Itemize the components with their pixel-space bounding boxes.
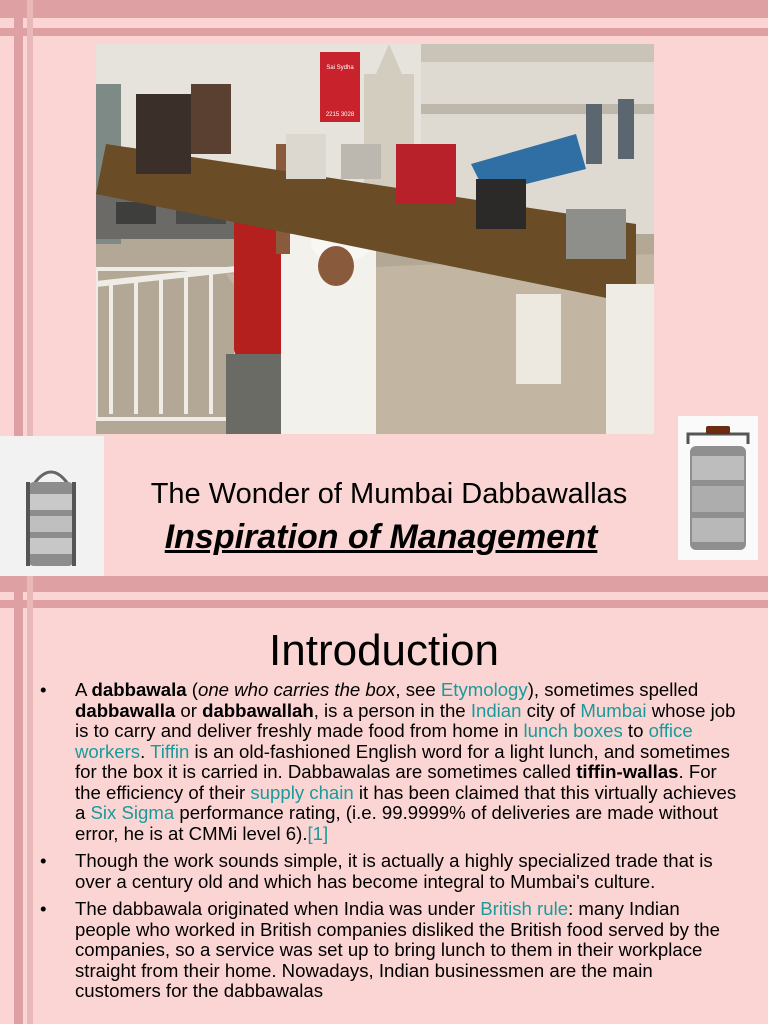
slide-subtitle: Inspiration of Management	[164, 518, 598, 556]
slide-heading: Introduction	[269, 626, 499, 675]
tiffin-box-image-right	[678, 416, 758, 560]
introduction-slide	[0, 576, 768, 1024]
bullet-dot: •	[40, 898, 47, 919]
top-band-thin	[0, 600, 768, 608]
bullet-dot: •	[40, 679, 47, 700]
tiffin-box-icon	[678, 416, 758, 560]
link-office-workers[interactable]: office workers	[75, 720, 693, 762]
bullet-item-3: • The dabbawala originated when India was under British rule: many Indian people who worked in British companies disliked the British food served by the companies, so a service was set up to bring lunch to them in their workplace straight from their home. Nowadays, Indian businessmen are the main customers for the dabbawalas	[40, 898, 720, 1001]
dabbawala-photo-illustration	[96, 44, 654, 434]
top-band	[0, 0, 768, 18]
bullet-item-2: • Though the work sounds simple, it is actually a highly specialized trade that is over a century old and which has become integral to Mumbai's culture.	[40, 850, 713, 892]
link-mumbai[interactable]: Mumbai	[580, 699, 647, 721]
top-band	[0, 576, 768, 592]
tiffin-box-image-left	[0, 436, 104, 576]
bullet-item-1: • A dabbawala (one who carries the box, see Etymology), sometimes spelled dabbawalla or dabbawallah, is a person in the Indian city of Mumbai whose job is to carry and deliver freshly made food from home in lunch boxes to office workers. Tiffin is an old-fashioned English word for a light lunch, and sometimes for the box it is carried in. Dabbawalas are sometimes called tiffin-wallas. For the efficiency of their supply chain it has been claimed that this virtually achieves a Six Sigma performance rating, (i.e. 99.9999% of deliveries are made without error, he is at CMMi level 6).[1]	[40, 679, 737, 844]
bullet-dot: •	[40, 850, 47, 871]
top-band-thin	[0, 28, 768, 36]
sign-text-line1: Sai Sydha	[326, 65, 354, 71]
link-supply-chain[interactable]: supply chain	[250, 781, 354, 803]
link-six-sigma[interactable]: Six Sigma	[90, 802, 175, 823]
link-indian[interactable]: Indian	[470, 699, 522, 721]
link-tiffin[interactable]: Tiffin	[150, 740, 190, 762]
link-reference-1[interactable]: [1]	[307, 822, 329, 844]
link-etymology[interactable]: Etymology	[440, 679, 528, 700]
link-british-rule[interactable]: British rule	[480, 898, 569, 919]
slide-title: The Wonder of Mumbai Dabbawallas	[150, 478, 628, 510]
sign-text-line2: 2215 3028	[325, 112, 355, 118]
tiffin-box-icon	[0, 436, 104, 576]
dabbawala-photo	[96, 44, 654, 434]
link-lunch-boxes[interactable]: lunch boxes	[523, 720, 623, 741]
bullet-list	[40, 680, 740, 1009]
